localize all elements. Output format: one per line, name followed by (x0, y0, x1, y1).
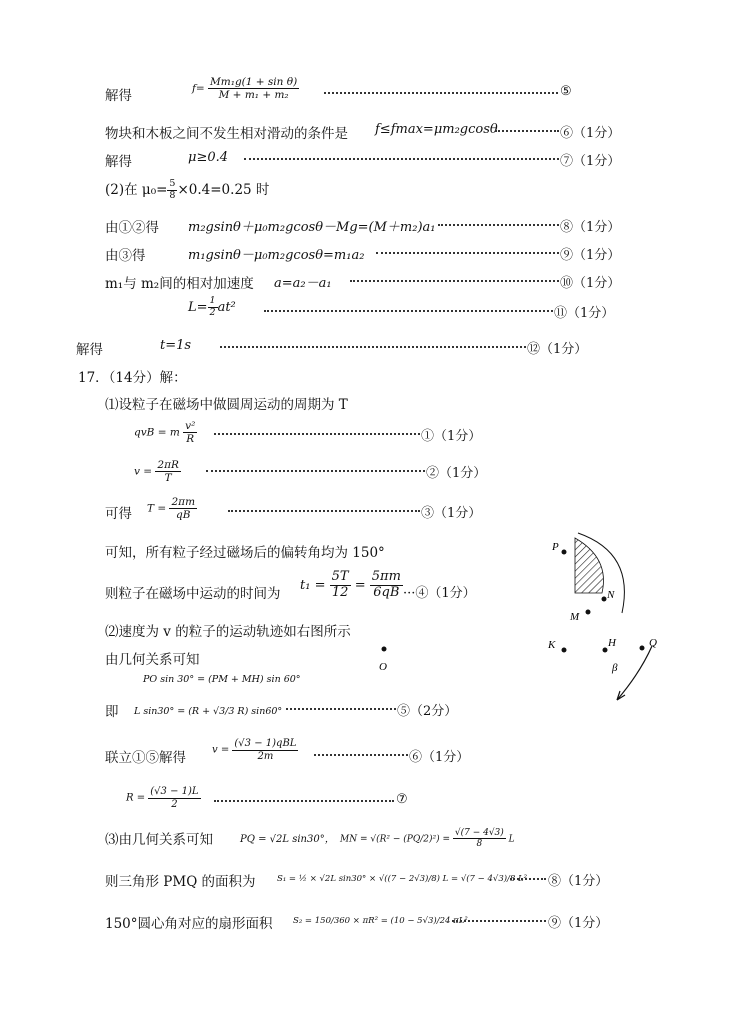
point-h (603, 648, 608, 653)
leader-dots (495, 130, 559, 132)
leader-dots (376, 252, 559, 254)
e5-label: 即 (105, 704, 119, 720)
leader-dots (264, 310, 553, 312)
e7-formula (126, 786, 201, 810)
l7-label: m₁与 m₂间的相对加速度 (105, 276, 254, 292)
l2-formula: f≤fmax=μm₂gcosθ (375, 122, 498, 137)
label-k: K (548, 639, 556, 651)
e1-formula (134, 420, 197, 445)
e3-lhs: T = (147, 502, 167, 515)
e6-num: (√3 − 1)qBL (234, 738, 297, 749)
e2-den: T (164, 472, 172, 485)
e2-formula (134, 459, 181, 484)
e3-num: 2πm (171, 496, 196, 508)
e8-label: 则三角形 PMQ 的面积为 (105, 874, 256, 890)
e2-lhs: v = (134, 465, 153, 478)
l5-label: 由①②得 (105, 220, 159, 236)
label-m: M (570, 611, 580, 623)
l8-num: 1 (209, 295, 216, 306)
p3-mn-lhs: MN = √(R² − (PQ/2)²) = (340, 834, 450, 845)
point-m (586, 610, 591, 615)
l6-formula: m₁gsinθ－μ₀m₂gcosθ=m₁a₂ (188, 248, 365, 263)
l4-a: (2)在 μ₀= (105, 182, 168, 198)
label-o: O (379, 661, 387, 673)
leader-dots (206, 470, 425, 472)
e2-mark: ②（1分） (426, 466, 487, 481)
l2-mark: ⑥（1分） (560, 126, 621, 141)
p3-pq: PQ = √2L sin30°， (240, 834, 335, 845)
l8-den: 2 (209, 306, 216, 318)
l4-den: 8 (169, 190, 176, 201)
t2-formula (300, 570, 403, 601)
label-h: H (608, 637, 616, 649)
t2-d2: 6qB (373, 584, 400, 600)
e2-num: 2πR (157, 459, 179, 471)
l6-label: 由③得 (105, 248, 146, 264)
leader-dots (452, 920, 546, 922)
p3-mn-den: 8 (476, 839, 483, 850)
point-n (602, 597, 607, 602)
e8-mark: ⑧（1分） (548, 874, 609, 889)
leader-dots (220, 346, 526, 348)
point-p (562, 550, 567, 555)
l5-formula: m₂gsinθ＋μ₀m₂gcosθ－Mg=(M＋m₂)a₁ (188, 220, 436, 235)
leader-dots (350, 280, 559, 282)
l3-mark: ⑦（1分） (560, 154, 621, 169)
e5-mark: ⑤（2分） (397, 704, 458, 719)
l9-mark: ⑫（1分） (527, 342, 588, 357)
e6-label: 联立①⑤解得 (105, 750, 186, 766)
p2: ⑵速度为 v 的粒子的运动轨迹如右图所示 (105, 624, 351, 640)
l4-b: ×0.4=0.25 时 (177, 182, 270, 198)
l8-rhs: at² (217, 299, 236, 315)
label-q: Q (649, 637, 657, 649)
e5-formula: L sin30° = (R + √3/3 R) sin60° (134, 706, 283, 717)
e9-label: 150°圆心角对应的扇形面积 (105, 916, 273, 932)
e6-den: 2m (257, 750, 274, 762)
leader-dots (286, 708, 396, 710)
e3-formula (147, 496, 197, 521)
l8-lhs: L= (188, 299, 208, 315)
leader-dots (314, 754, 408, 756)
leader-dots (438, 224, 559, 226)
e7-mark: ⑦ (396, 792, 408, 807)
l8-formula (188, 296, 236, 319)
e6-mark: ⑥（1分） (409, 750, 470, 765)
e3-mark: ③（1分） (421, 506, 482, 521)
trajectory-diagram (540, 528, 700, 708)
point-k (562, 648, 567, 653)
e3-den: qB (176, 509, 191, 522)
p3-mn (340, 828, 515, 850)
p3: ⑶由几何关系可知 (105, 832, 213, 848)
l4-num: 5 (169, 178, 176, 190)
e6-formula (212, 738, 298, 762)
label-p: P (552, 541, 559, 553)
l1-mark: ⑤ (560, 84, 572, 99)
e1-den: R (186, 433, 195, 446)
l1-den: M + m₁ + m₂ (218, 89, 289, 102)
leader-dots (214, 433, 420, 435)
t2-n2: 5πm (371, 569, 401, 584)
trajectory-arc (617, 646, 652, 700)
e7-den: 2 (171, 798, 178, 810)
p1: ⑴设粒子在磁场中做圆周运动的周期为 T (105, 397, 348, 413)
t1: 可知，所有粒子经过磁场后的偏转角均为 150° (105, 545, 385, 561)
l9-formula: t=1s (160, 338, 192, 353)
t2-f: t₁ = (300, 577, 326, 593)
t2-d1: 12 (331, 584, 349, 600)
e9-mark: ⑨（1分） (548, 916, 609, 931)
e7-num: (√3 − 1)L (150, 786, 199, 797)
e6-lhs: v = (212, 744, 230, 756)
p3-mn-num: √(7 − 4√3) (454, 828, 504, 838)
l4-text (105, 178, 269, 202)
t2-mark: ···④（1分） (403, 586, 476, 601)
leader-dots (324, 92, 558, 94)
l8-mark: ⑪（1分） (554, 306, 615, 321)
magnetic-field-region (575, 538, 603, 593)
label-n: N (607, 589, 615, 601)
l6-mark: ⑨（1分） (560, 248, 621, 263)
l5-mark: ⑧（1分） (560, 220, 621, 235)
p3-mn-rhs: L (508, 834, 515, 845)
e8-formula: S₁ = ½ × √2L sin30° × √((7 − 2√3)/8) L = √(7 − 4√3)/8 L² (277, 874, 528, 884)
t2-n1: 5T (331, 569, 349, 584)
l3-label: 解得 (105, 154, 132, 170)
l1-label: 解得 (105, 88, 132, 104)
t2-label: 则粒子在磁场中运动的时间为 (105, 586, 281, 602)
e3-label: 可得 (105, 506, 132, 522)
eq-po: PO sin 30° = (PM + MH) sin 60° (143, 674, 301, 685)
e7-lhs: R = (126, 792, 146, 804)
l7-mark: ⑩（1分） (560, 276, 621, 291)
leader-dots (214, 800, 394, 802)
leader-dots (228, 510, 420, 512)
point-o (382, 647, 387, 652)
l3-formula: μ≥0.4 (188, 150, 229, 165)
e1-mark: ①（1分） (421, 429, 482, 444)
e1-num: v² (185, 420, 196, 432)
t2-eq: = (354, 577, 366, 593)
l7-formula: a=a₂－a₁ (274, 276, 332, 291)
leader-dots (510, 878, 546, 880)
leader-dots (244, 158, 559, 160)
label-beta: β (612, 662, 618, 674)
e9-formula: S₂ = 150/360 × πR² = (10 − 5√3)/24 πL² (293, 916, 468, 926)
l1-f: f= (192, 82, 205, 95)
e1-lhs: qvB = m (134, 426, 180, 439)
p2b: 由几何关系可知 (105, 652, 200, 668)
l2-text: 物块和木板之间不发生相对滑动的条件是 (105, 126, 348, 142)
q17-header: 17．（14分）解： (78, 370, 187, 386)
l1-formula (192, 76, 299, 101)
l9-label: 解得 (76, 342, 103, 358)
point-q (640, 646, 645, 651)
point-o-figure (374, 644, 394, 676)
l1-num: Mm₁g(1 + sin θ) (210, 76, 298, 88)
